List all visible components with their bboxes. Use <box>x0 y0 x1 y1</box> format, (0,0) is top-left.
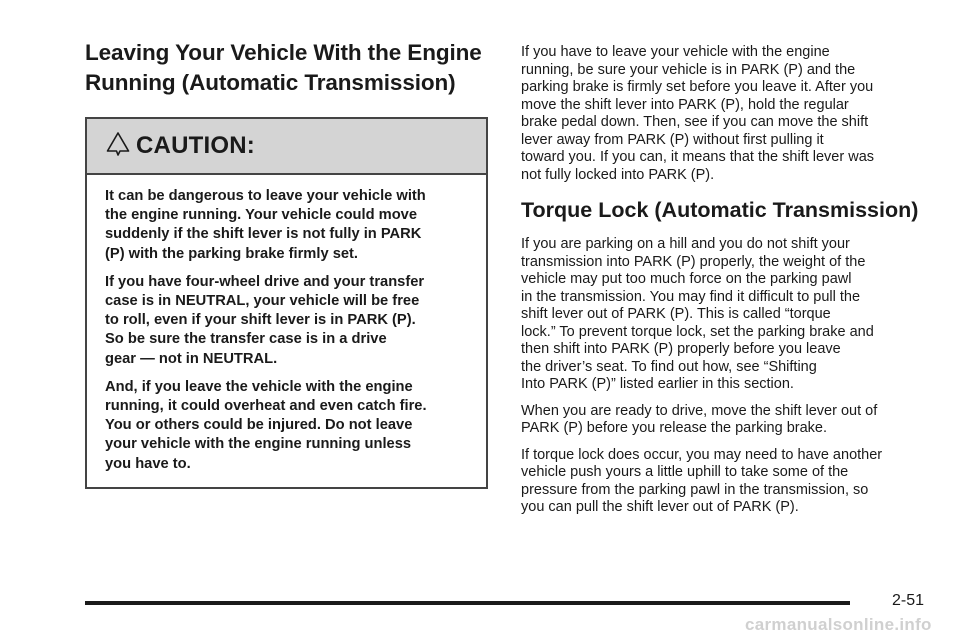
body-paragraph: If torque lock does occur, you may need to have another vehicle push yours a little uphill to take some of the pressure from the parking pawl in the transmission, so you can pull the shift lever out of PARK (P). <box>521 446 883 515</box>
section-title-line-1: Leaving Your Vehicle With the Engine <box>85 40 482 65</box>
watermark: carmanualsonline.info <box>745 615 932 634</box>
caution-header <box>87 119 486 175</box>
warning-triangle-icon <box>106 131 130 157</box>
caution-paragraph: If you have four-wheel drive and your transfer case is in NEUTRAL, your vehicle will be free to roll, even if your shift lever is in PARK (P). So be sure the transfer case is in a drive gear — not in NEUTRAL. <box>105 273 425 367</box>
intro-paragraph: If you have to leave your vehicle with the engine running, be sure your vehicle is in PARK (P) and the parking brake is firmly set before you leave it. After you move the shift lever into PARK (P), hold the regular brake pedal down. Then, see if you can move the shift lever away from PARK (P) without first pulling it toward you. If you can, it means that the shift lever was not fully locked into PARK (P). <box>521 44 875 183</box>
left-column <box>85 38 488 489</box>
section-title-line-2: Running (Automatic Transmission) <box>85 70 456 95</box>
caution-box <box>85 117 488 489</box>
body-paragraph: If you are parking on a hill and you do not shift your transmission into PARK (P) properly, the weight of the vehicle may put too much force on the parking pawl in the transmission. You may find it difficult to pull the shift lever out of PARK (P). This is called “torque lock.” To prevent torque lock, set the parking brake and then shift into PARK (P) properly before you leave the driver’s seat. To find out how, see “Shifting Into PARK (P)” listed earlier in this section. <box>521 236 874 392</box>
caution-body <box>87 175 486 487</box>
caution-paragraph: And, if you leave the vehicle with the engine running, it could overheat and even catch fire. You or others could be injured. Do not leave your vehicle with the engine running unless you have to. <box>105 378 427 472</box>
section-title <box>85 38 488 98</box>
footer-rule <box>85 601 850 605</box>
body-paragraph: When you are ready to drive, move the shift lever out of PARK (P) before you release the parking brake. <box>521 402 878 436</box>
caution-paragraph: It can be dangerous to leave your vehicle with the engine running. Your vehicle could move suddenly if the shift lever is not fully in PARK (P) with the parking brake firmly set. <box>105 188 426 262</box>
caution-label: CAUTION: <box>136 132 255 159</box>
subsection-title: Torque Lock (Automatic Transmission) <box>521 198 919 222</box>
page-number: 2-51 <box>892 592 925 609</box>
right-column <box>521 44 931 526</box>
